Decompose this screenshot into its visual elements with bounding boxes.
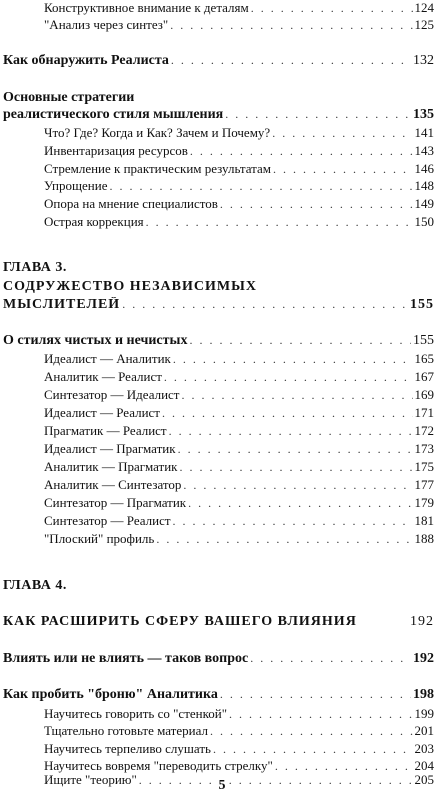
toc-entry: [44, 196, 434, 212]
dot-leader: [156, 532, 412, 547]
toc-entry-title: Научитесь говорить со "стенкой": [44, 706, 228, 721]
dot-leader: [273, 162, 412, 177]
toc-entry: [44, 143, 434, 159]
toc-entry: [44, 17, 434, 33]
toc-entry: [44, 477, 434, 493]
toc-section-page: 135: [413, 107, 434, 122]
chapter-page: 192: [410, 614, 434, 629]
toc-entry-page: 149: [414, 196, 434, 211]
toc-entry-page: 177: [414, 477, 434, 492]
dot-leader: [122, 297, 408, 312]
toc-entry-title: Синтезатор — Прагматик: [44, 495, 187, 510]
toc-entry-page: 201: [414, 723, 434, 738]
chapter-title-line2: [3, 297, 434, 313]
dot-leader: [220, 197, 413, 212]
toc-entry-page: 203: [414, 741, 434, 756]
toc-entry: [44, 741, 434, 757]
toc-entry-page: 167: [414, 369, 434, 384]
toc-section-analyst-armor: [3, 687, 434, 703]
toc-entry-title: Стремление к практическим результатам: [44, 161, 272, 176]
toc-entry-page: 199: [414, 706, 434, 721]
chapter-title: МЫСЛИТЕЛЕЙ: [3, 297, 121, 312]
dot-leader: [179, 460, 412, 475]
toc-entry: [44, 405, 434, 421]
toc-entry-page: 124: [414, 0, 434, 15]
toc-entry-title: Научитесь терпеливо слушать: [44, 741, 211, 756]
dot-leader: [173, 352, 413, 367]
toc-entry-page: 204: [414, 758, 434, 773]
toc-entry: [44, 0, 434, 16]
toc-entry-title: Синтезатор — Реалист: [44, 513, 171, 528]
toc-entry: [44, 441, 434, 457]
toc-section-influence: [3, 651, 434, 667]
toc-entry: [44, 178, 434, 194]
toc-section-title: реалистического стиля мышления: [3, 107, 224, 122]
toc-entry-title: Инвентаризация ресурсов: [44, 143, 188, 158]
toc-entry: [44, 495, 434, 511]
dot-leader: [213, 742, 413, 757]
toc-entry-page: 146: [414, 161, 434, 176]
dot-leader: [210, 724, 413, 739]
dot-leader: [251, 1, 413, 16]
toc-section-title-line1: Основные стратегии: [3, 90, 135, 105]
toc-section-title: Как пробить "броню" Аналитика: [3, 687, 218, 702]
toc-entry: [44, 369, 434, 385]
toc-entry-title: "Плоский" профиль: [44, 531, 155, 546]
toc-entry-page: 179: [414, 495, 434, 510]
toc-entry-title: Идеалист — Аналитик: [44, 351, 171, 366]
toc-entry: [44, 513, 434, 529]
toc-entry-page: 171: [414, 405, 434, 420]
toc-entry-title: Аналитик — Прагматик: [44, 459, 178, 474]
toc-entry-page: 141: [414, 125, 434, 140]
dot-leader: [146, 215, 413, 230]
toc-entry-page: 188: [414, 531, 434, 546]
dot-leader: [178, 442, 413, 457]
toc-entry-title: Научитесь вовремя "переводить стрелку": [44, 758, 273, 773]
dot-leader: [181, 388, 412, 403]
chapter-title-line1: СОДРУЖЕСТВО НЕЗАВИСИМЫХ: [3, 279, 257, 294]
toc-entry-title: Упрощение: [44, 178, 108, 193]
toc-entry: [44, 387, 434, 403]
dot-leader: [109, 179, 412, 194]
toc-section-realist: [3, 53, 434, 69]
toc-entry-page: 150: [414, 214, 434, 229]
toc-entry: [44, 125, 434, 141]
dot-leader: [171, 53, 411, 68]
toc-entry: [44, 214, 434, 230]
toc-section-page: 155: [413, 333, 434, 348]
toc-section-page: 198: [413, 687, 434, 702]
toc-section-page: 192: [413, 651, 434, 666]
dot-leader: [188, 496, 412, 511]
toc-entry-page: 205: [414, 772, 434, 787]
toc-entry-title: Идеалист — Реалист: [44, 405, 160, 420]
chapter-title: КАК РАСШИРИТЬ СФЕРУ ВАШЕГО ВЛИЯНИЯ: [3, 614, 357, 629]
dot-leader: [225, 107, 411, 122]
chapter-page: 155: [410, 297, 434, 312]
dot-leader: [272, 126, 412, 141]
toc-section-strategies: [3, 107, 434, 123]
dot-leader: [189, 333, 411, 348]
toc-entry-title: Тщательно готовьте материал: [44, 723, 208, 738]
dot-leader: [229, 707, 412, 722]
chapter-title-row: [3, 614, 434, 630]
chapter-label: ГЛАВА 3.: [3, 260, 67, 275]
dot-leader: [220, 687, 411, 702]
toc-entry-page: 148: [414, 178, 434, 193]
toc-entry-page: 173: [414, 441, 434, 456]
toc-entry: [44, 459, 434, 475]
toc-entry-title: Синтезатор — Идеалист: [44, 387, 180, 402]
dot-leader: [162, 406, 413, 421]
dot-leader: [169, 424, 413, 439]
dot-leader: [173, 514, 413, 529]
toc-entry-title: Аналитик — Синтезатор: [44, 477, 182, 492]
dot-leader: [250, 651, 411, 666]
toc-entry-title: Опора на мнение специалистов: [44, 196, 218, 211]
toc-entry-page: 165: [414, 351, 434, 366]
toc-section-page: 132: [413, 53, 434, 68]
toc-entry-title: Аналитик — Реалист: [44, 369, 162, 384]
toc-entry-title: "Анализ через синтез": [44, 17, 169, 32]
dot-leader: [183, 478, 412, 493]
toc-entry: [44, 423, 434, 439]
toc-section-title: Влиять или не влиять — таков вопрос: [3, 651, 249, 666]
dot-leader: [164, 370, 413, 385]
toc-entry: [44, 161, 434, 177]
toc-entry-page: 143: [414, 143, 434, 158]
dot-leader: [170, 18, 412, 33]
toc-entry-page: 181: [414, 513, 434, 528]
toc-entry: [44, 723, 434, 739]
toc-section-title: О стилях чистых и нечистых: [3, 333, 188, 348]
toc-entry-page: 175: [414, 459, 434, 474]
toc-entry-title: Конструктивное внимание к деталям: [44, 0, 249, 15]
toc-entry-title: Ищите "теорию": [44, 772, 137, 787]
toc-entry-page: 169: [414, 387, 434, 402]
page-number: 5: [218, 778, 226, 793]
toc-entry: [44, 531, 434, 547]
toc-entry-title: Прагматик — Реалист: [44, 423, 167, 438]
toc-entry-title: Что? Где? Когда и Как? Зачем и Почему?: [44, 125, 271, 140]
toc-entry: [44, 706, 434, 722]
toc-entry: [44, 351, 434, 367]
toc-section-styles: [3, 333, 434, 349]
toc-entry-page: 172: [414, 423, 434, 438]
toc-entry-title: Острая коррекция: [44, 214, 144, 229]
toc-section-title: Как обнаружить Реалиста: [3, 53, 169, 68]
toc-entry-page: 125: [414, 17, 434, 32]
dot-leader: [190, 144, 413, 159]
toc-entry-title: Идеалист — Прагматик: [44, 441, 176, 456]
chapter-label: ГЛАВА 4.: [3, 578, 67, 593]
